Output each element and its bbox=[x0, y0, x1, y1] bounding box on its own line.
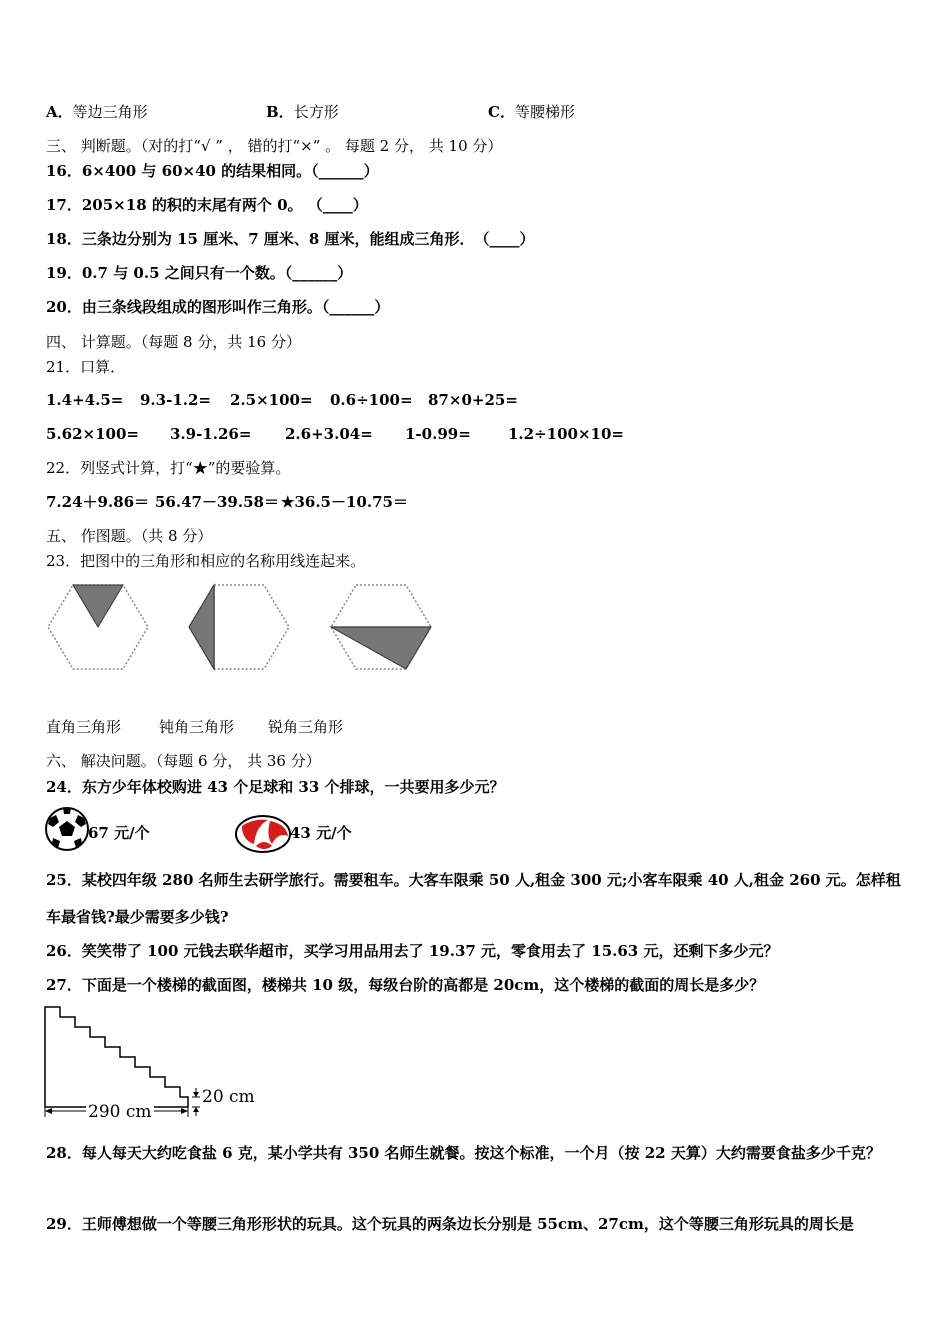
vertical-calc-item: ★36.5－10.75＝ bbox=[281, 493, 408, 511]
question-20: 20．由三条线段组成的图形叫作三角形。（______） bbox=[46, 298, 390, 316]
question-17: 17．205×18 的积的末尾有两个 0。 （____） bbox=[46, 196, 368, 214]
section5-title: 五、 作图题。（共 8 分） bbox=[46, 527, 213, 545]
stair-height-label: 20 cm bbox=[202, 1087, 255, 1107]
option-b bbox=[266, 102, 339, 122]
option-a bbox=[46, 102, 148, 122]
question-29: 29．王师傅想做一个等腰三角形形状的玩具。这个玩具的两条边长分别是 55cm、27cm，这个等腰三角形玩具的周长是 bbox=[46, 1215, 854, 1233]
hexagon-figure-3 bbox=[328, 582, 438, 677]
question-26: 26．笑笑带了 100 元钱去联华超市，买学习用品用去了 19.37 元，零食用去了 15.63 元，还剩下多少元？ bbox=[46, 942, 779, 960]
staircase-diagram bbox=[40, 1005, 270, 1125]
vertical-calc-item: 56.47－39.58＝ bbox=[155, 493, 279, 511]
football-price: 67 元/个 bbox=[88, 824, 150, 842]
calc-item: 0.6÷100= bbox=[330, 391, 413, 409]
calc-item: 5.62×100= bbox=[46, 425, 139, 443]
question-19: 19．0.7 与 0.5 之间只有一个数。（______） bbox=[46, 264, 353, 282]
question-28: 28．每人每天大约吃食盐 6 克，某小学共有 350 名师生就餐。按这个标准，一个月（按 22 天算）大约需要食盐多少千克？ bbox=[46, 1144, 881, 1162]
section6-title: 六、 解决问题。（每题 6 分， 共 36 分） bbox=[46, 752, 321, 770]
hexagon-figure-2 bbox=[186, 582, 296, 677]
option-c-label: C． bbox=[488, 103, 515, 121]
calc-item: 1.2÷100×10= bbox=[508, 425, 624, 443]
option-b-text: 长方形 bbox=[293, 103, 339, 121]
option-a-text: 等边三角形 bbox=[72, 103, 148, 121]
question-27: 27．下面是一个楼梯的截面图，楼梯共 10 级，每级台阶的高都是 20cm，这个楼梯的截面的周长是多少？ bbox=[46, 976, 765, 994]
football-icon bbox=[44, 806, 90, 852]
section3-title: 三、 判断题。（对的打“√ ” ， 错的打“×” 。 每题 2 分， 共 10 分） bbox=[46, 137, 503, 155]
option-c bbox=[488, 102, 575, 122]
option-b-label: B． bbox=[266, 103, 294, 121]
stair-width-label: 290 cm bbox=[88, 1102, 152, 1122]
calc-item: 87×0+25= bbox=[428, 391, 518, 409]
calc-item: 2.6+3.04= bbox=[285, 425, 373, 443]
option-a-label: A． bbox=[46, 103, 73, 121]
calc-item: 1.4+4.5= bbox=[46, 391, 124, 409]
option-c-text: 等腰梯形 bbox=[514, 103, 575, 121]
calc-item: 1-0.99= bbox=[405, 425, 471, 443]
question-22: 22．列竖式计算，打“★”的要验算。 bbox=[46, 459, 291, 477]
triangle-name: 钝角三角形 bbox=[159, 718, 235, 736]
triangle-name: 锐角三角形 bbox=[268, 718, 344, 736]
volleyball-price: 43 元/个 bbox=[290, 824, 352, 842]
vertical-calc-item: 7.24＋9.86＝ bbox=[46, 493, 150, 511]
section4-title: 四、 计算题。（每题 8 分，共 16 分） bbox=[46, 333, 301, 351]
question-16: 16．6×400 与 60×40 的结果相同。（______） bbox=[46, 162, 379, 180]
question-21: 21．口算． bbox=[46, 358, 126, 376]
calc-item: 3.9-1.26= bbox=[170, 425, 252, 443]
calc-item: 9.3-1.2= bbox=[140, 391, 211, 409]
question-25: 25．某校四年级 280 名师生去研学旅行。需要租车。大客车限乘 50 人,租金 300 元;小客车限乘 40 人,租金 260 元。怎样租车最省钱?最少需要多少钱? bbox=[46, 871, 901, 926]
hexagon-figure-1 bbox=[45, 582, 155, 677]
volleyball-icon bbox=[234, 814, 292, 854]
triangle-name: 直角三角形 bbox=[46, 718, 122, 736]
question-23: 23．把图中的三角形和相应的名称用线连起来。 bbox=[46, 552, 366, 570]
question-24: 24．东方少年体校购进 43 个足球和 33 个排球，一共要用多少元？ bbox=[46, 778, 505, 796]
question-18: 18．三条边分别为 15 厘米、7 厘米、8 厘米，能组成三角形． （____） bbox=[46, 230, 535, 248]
calc-item: 2.5×100= bbox=[230, 391, 313, 409]
